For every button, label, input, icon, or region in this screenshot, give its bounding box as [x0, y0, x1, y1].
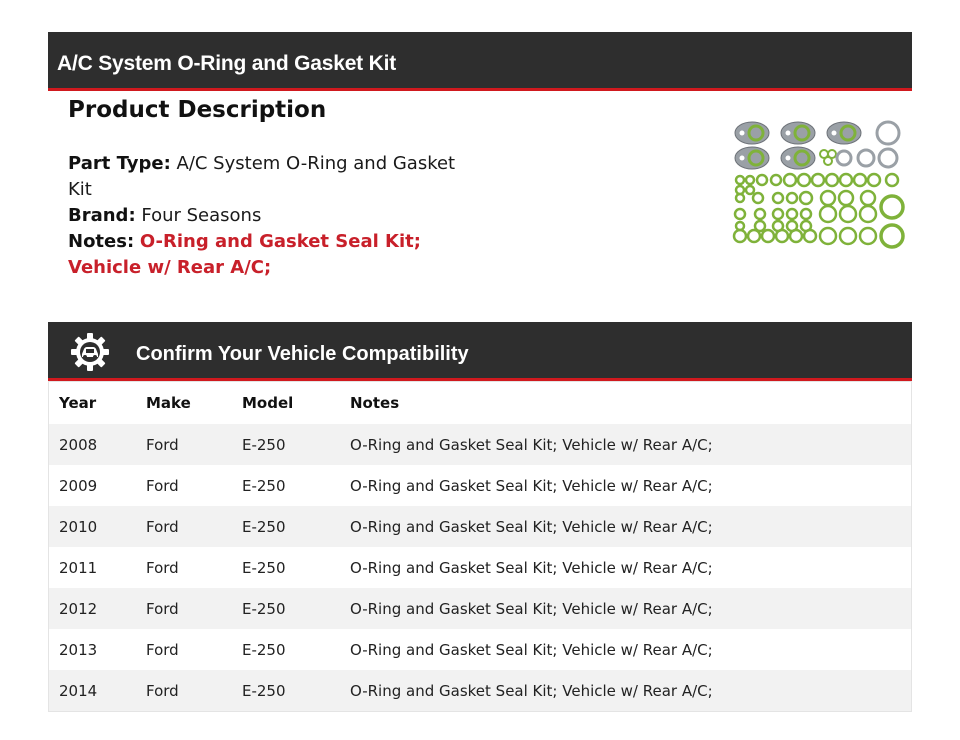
column-header-notes: Notes: [350, 382, 912, 425]
column-header-year: Year: [49, 382, 147, 425]
cell-model: E-250: [242, 465, 350, 506]
cell-model: E-250: [242, 629, 350, 670]
cell-model: E-250: [242, 506, 350, 547]
cell-year: 2011: [49, 547, 147, 588]
cell-model: E-250: [242, 547, 350, 588]
gear-car-icon: [69, 331, 111, 373]
cell-notes: O-Ring and Gasket Seal Kit; Vehicle w/ Rear A/C;: [350, 629, 912, 670]
description-heading: Product Description: [68, 97, 327, 123]
notes-value: O-Ring and Gasket Seal Kit; Vehicle w/ Rear A/C;: [68, 231, 421, 278]
table-row: [49, 588, 912, 629]
column-header-model: Model: [242, 382, 350, 425]
cell-model: E-250: [242, 670, 350, 712]
cell-notes: O-Ring and Gasket Seal Kit; Vehicle w/ Rear A/C;: [350, 424, 912, 465]
cell-make: Ford: [146, 424, 242, 465]
cell-make: Ford: [146, 629, 242, 670]
product-title: A/C System O-Ring and Gasket Kit: [57, 52, 397, 75]
table-row: [49, 547, 912, 588]
part-type-value: A/C System O-Ring and Gasket Kit: [68, 153, 456, 200]
cell-notes: O-Ring and Gasket Seal Kit; Vehicle w/ Rear A/C;: [350, 465, 912, 506]
part-type-line: [68, 151, 468, 203]
part-type-label: Part Type:: [68, 153, 171, 174]
cell-model: E-250: [242, 424, 350, 465]
notes-line: [68, 229, 468, 281]
cell-make: Ford: [146, 588, 242, 629]
cell-make: Ford: [146, 670, 242, 712]
cell-year: 2013: [49, 629, 147, 670]
table-row: [49, 465, 912, 506]
cell-make: Ford: [146, 506, 242, 547]
column-header-make: Make: [146, 382, 242, 425]
title-bar: [48, 32, 912, 91]
cell-notes: O-Ring and Gasket Seal Kit; Vehicle w/ Rear A/C;: [350, 506, 912, 547]
cell-notes: O-Ring and Gasket Seal Kit; Vehicle w/ Rear A/C;: [350, 588, 912, 629]
table-row: [49, 629, 912, 670]
cell-year: 2010: [49, 506, 147, 547]
product-image: [728, 112, 908, 262]
notes-label: Notes:: [68, 231, 135, 252]
table-header-row: [49, 382, 912, 425]
compatibility-bar: [48, 322, 912, 381]
cell-year: 2014: [49, 670, 147, 712]
brand-value: Four Seasons: [141, 205, 262, 226]
cell-make: Ford: [146, 547, 242, 588]
cell-notes: O-Ring and Gasket Seal Kit; Vehicle w/ Rear A/C;: [350, 670, 912, 712]
cell-year: 2012: [49, 588, 147, 629]
compatibility-table: [48, 381, 912, 712]
cell-notes: O-Ring and Gasket Seal Kit; Vehicle w/ Rear A/C;: [350, 547, 912, 588]
compatibility-title: Confirm Your Vehicle Compatibility: [136, 343, 469, 365]
description-body: [68, 151, 468, 281]
table-row: [49, 424, 912, 465]
brand-label: Brand:: [68, 205, 136, 226]
cell-year: 2009: [49, 465, 147, 506]
cell-model: E-250: [242, 588, 350, 629]
cell-make: Ford: [146, 465, 242, 506]
table-row: [49, 670, 912, 712]
brand-line: [68, 203, 468, 229]
cell-year: 2008: [49, 424, 147, 465]
table-row: [49, 506, 912, 547]
